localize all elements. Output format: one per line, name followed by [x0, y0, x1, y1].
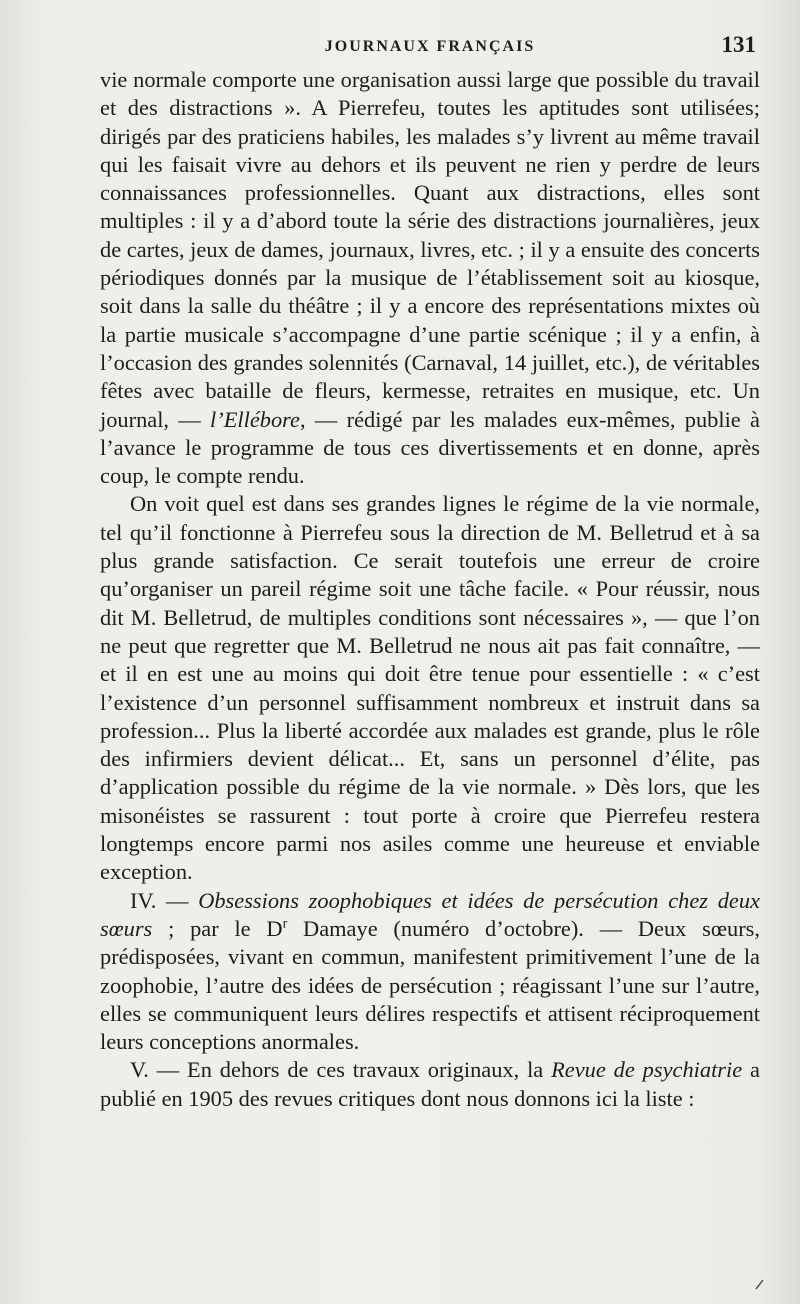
paragraph-section-iv — [100, 887, 760, 1057]
section-number: IV. — — [130, 887, 199, 913]
paragraph-text: On voit quel est dans ses grandes lignes le régime de la vie normale, tel qu’il fonctionne à Pierrefeu sous la direction de M. Belletrud et à sa plus grande satisfaction. Ce serait toutefois une erreur de croire qu’organiser un pareil régime soit une tâche facile. « Pour réussir, nous dit M. Belletrud, de multiples conditions sont nécessaires », — que l’on ne peut que regretter que M. Belletrud ne nous ait pas fait connaître, — et il en est une au moins qui doit être tenue pour essentielle : « c’est l’existence d’un personnel suffisamment nombreux et instruit dans sa profession... Plus la liberté accordée aux malades est grande, plus le rôle des infirmiers devient délicat... Et, sans un personnel d’élite, pas d’application possible du régime de la vie normale. » Dès lors, que les misonéistes se rassurent : tout porte à croire que Pierrefeu restera longtemps encore parmi nos asiles comme une heureuse et enviable exception. — [100, 491, 760, 885]
running-head — [100, 34, 760, 64]
page-number: 131 — [721, 32, 756, 57]
journal-title: Revue de psychiatrie — [551, 1057, 743, 1083]
paragraph-text-tail: , — rédigé par les malades eux-mêmes, publie à l’avance le programme de tous ces divertissements et en donne, après coup, le compte rendu. — [100, 406, 760, 489]
paragraph-text-tail: Damaye (numéro d’octobre). — Deux sœurs, prédisposées, vivant en commun, manifestent primitivement l’une de la zoophobie, l’autre des idées de persécution ; réagissant l’une sur l’autre, elles se communiquent leurs délires respectifs et attisent réciproquement leurs conceptions anormales. — [100, 915, 760, 1055]
paragraph-pierrefeu-continued — [100, 66, 760, 490]
body-text — [100, 66, 760, 1113]
paragraph-section-v — [100, 1056, 760, 1113]
running-title: JOURNAUX FRANÇAIS — [324, 38, 536, 55]
paragraph-text-tail: a publié en 1905 des revues critiques dont nous donnons ici la liste : — [100, 1057, 760, 1111]
paragraph-vie-normale — [100, 490, 760, 886]
paragraph-text: ; par le D — [152, 915, 283, 941]
margin-pen-mark — [754, 1275, 766, 1296]
section-lead: V. — En dehors de ces travaux originaux, la — [130, 1057, 552, 1083]
journal-title: l’Ellébore — [210, 406, 300, 432]
paragraph-text: vie normale comporte une organisation aussi large que possible du travail et des distractions ». A Pierrefeu, toutes les aptitudes sont utilisées; dirigés par des praticiens habiles, les malades s’y livrent au même travail qui les faisait vivre au dehors et ils peuvent ne rien y perdre de leurs connaissances professionnelles. Quant aux distractions, elles sont multiples : il y a d’abord toute la série des distractions journalières, jeux de cartes, jeux de dames, journaux, livres, etc. ; il y a ensuite des concerts périodiques donnés par la musique de l’établissement soit au kiosque, soit dans la salle du théâtre ; il y a encore des représentations mixtes où la partie musicale s’accompagne d’une partie scénique ; il y a enfin, à l’occasion des grandes solennités (Carnaval, 14 juillet, etc.), de véritables fêtes avec bataille de fleurs, kermesse, retraites en musique, etc. Un journal, — — [100, 67, 760, 432]
pen-mark-icon — [754, 1277, 766, 1291]
title-abbreviation-superscript: r — [282, 916, 288, 932]
article-title: Obsessions zoophobiques et idées de persécution chez deux sœurs — [100, 887, 760, 941]
